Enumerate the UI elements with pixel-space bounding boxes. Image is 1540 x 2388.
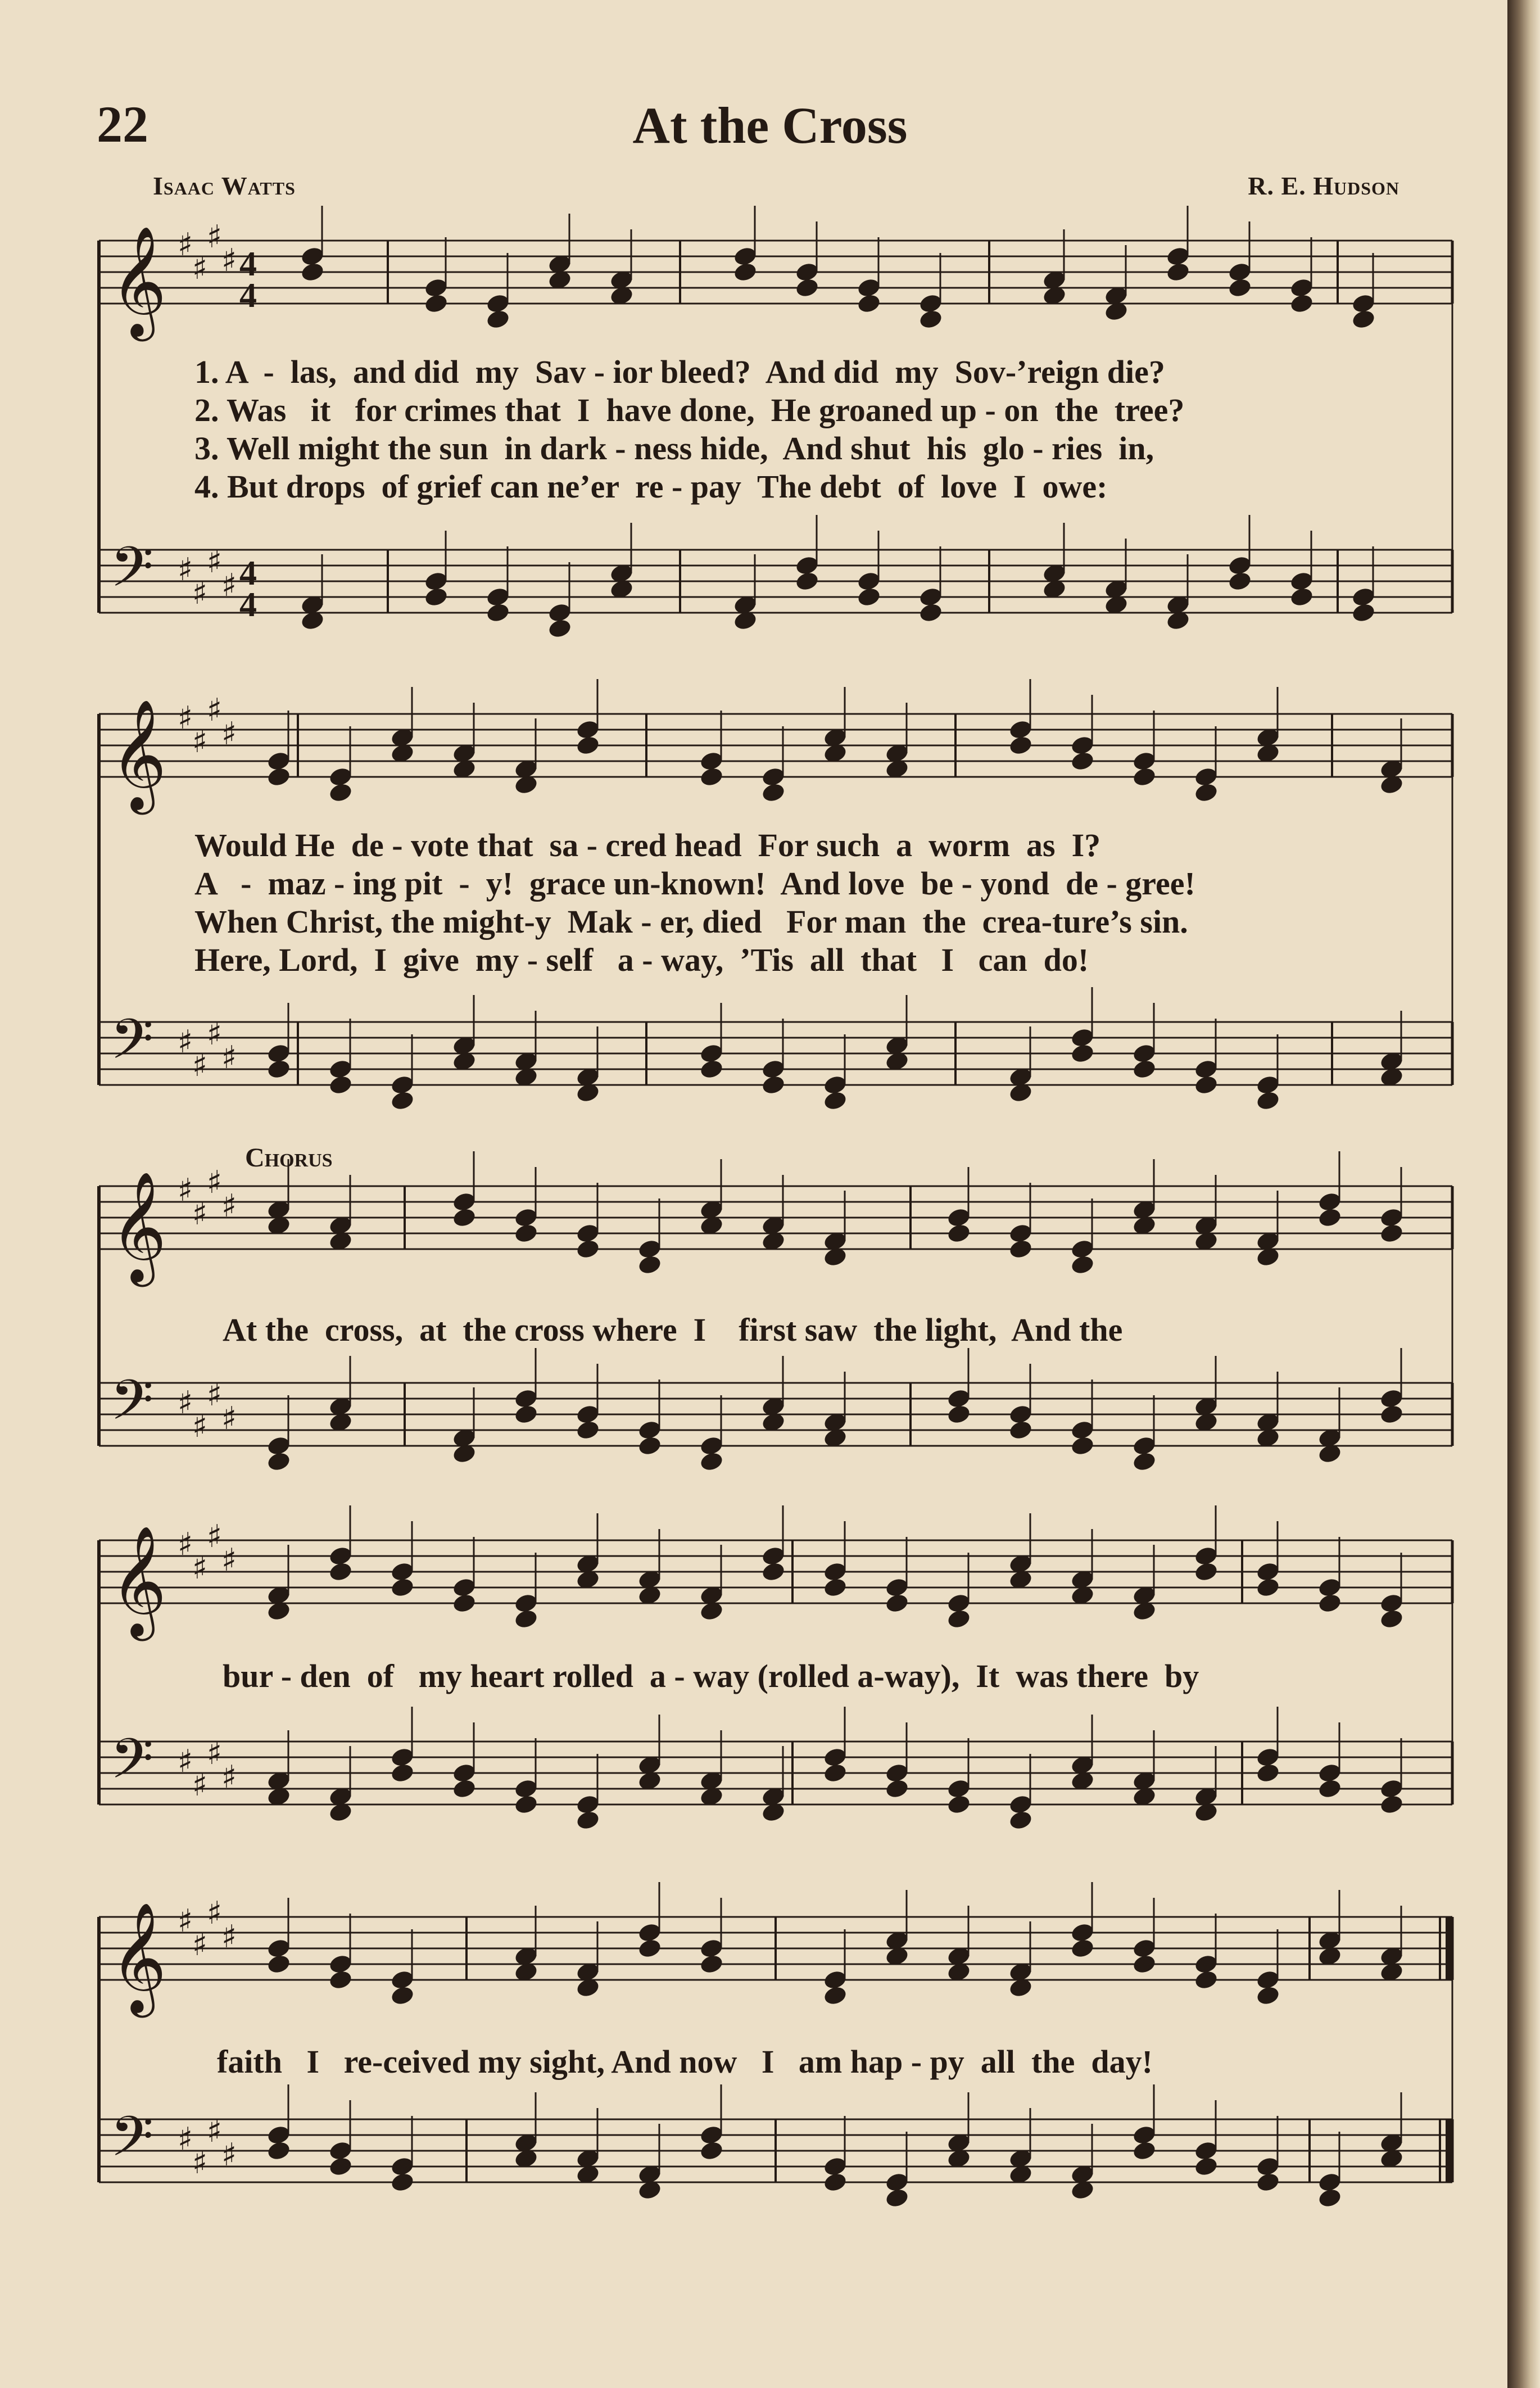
note-head bbox=[1131, 1450, 1157, 1472]
key-sharp: ♯ bbox=[207, 691, 223, 729]
note-head bbox=[513, 1793, 538, 1815]
note-head bbox=[856, 586, 881, 608]
verse-3-line-1: 3. Well might the sun in dark - ness hide, And shut his glo - ries in, bbox=[194, 430, 1154, 467]
key-sharp: ♯ bbox=[207, 543, 223, 580]
key-sharp: ♯ bbox=[192, 1549, 208, 1586]
key-sharp: ♯ bbox=[192, 1926, 208, 1963]
key-sharp: ♯ bbox=[221, 1400, 237, 1437]
note-head bbox=[1255, 1576, 1280, 1598]
note-head bbox=[423, 586, 449, 608]
note-head bbox=[1317, 1592, 1342, 1614]
key-sharp: ♯ bbox=[178, 1384, 193, 1421]
key-sharp: ♯ bbox=[221, 1187, 237, 1224]
note-head bbox=[389, 1576, 415, 1598]
note-head bbox=[1131, 1058, 1157, 1080]
note-head bbox=[637, 1937, 662, 1959]
hymn-title: At the Cross bbox=[632, 97, 908, 154]
note-head bbox=[1193, 1969, 1219, 1991]
bass-clef: 𝄢 bbox=[110, 1727, 154, 1805]
note-head bbox=[328, 1969, 353, 1991]
key-sharp: ♯ bbox=[207, 1735, 223, 1772]
key-sharp: ♯ bbox=[178, 551, 193, 588]
note-head bbox=[699, 2140, 724, 2161]
key-sharp: ♯ bbox=[178, 226, 193, 263]
note-head bbox=[699, 1953, 724, 1975]
note-head bbox=[822, 1089, 848, 1111]
note-head bbox=[822, 1984, 848, 2006]
time-signature: 4 bbox=[239, 586, 257, 624]
note-head bbox=[451, 1206, 477, 1228]
chorus-line-1: At the cross, at the cross where I first saw the light, And the bbox=[223, 1311, 1123, 1348]
verse-1-line-2: Would He de - vote that sa - cred head For such a worm as I? bbox=[194, 827, 1101, 863]
note-head bbox=[1379, 1793, 1404, 1815]
key-sharp: ♯ bbox=[221, 567, 237, 604]
key-sharp: ♯ bbox=[207, 1894, 223, 1932]
note-head bbox=[575, 1809, 600, 1831]
note-head bbox=[794, 277, 819, 298]
key-sharp: ♯ bbox=[178, 1743, 193, 1780]
note-head bbox=[1227, 277, 1252, 298]
note-head bbox=[760, 1074, 786, 1096]
note-head bbox=[1193, 2155, 1219, 2177]
note-head bbox=[822, 1762, 848, 1784]
chorus-line-2: bur - den of my heart rolled a - way (rolled a-way), It was there by bbox=[223, 1658, 1199, 1694]
note-head bbox=[328, 2155, 353, 2177]
key-sharp: ♯ bbox=[207, 2113, 223, 2150]
treble-clef: 𝄞 bbox=[110, 225, 167, 337]
key-sharp: ♯ bbox=[192, 1766, 208, 1803]
key-sharp: ♯ bbox=[221, 1541, 237, 1579]
chorus-label: Chorus bbox=[245, 1143, 333, 1173]
note-head bbox=[451, 1778, 477, 1799]
note-head bbox=[760, 1561, 786, 1582]
note-head bbox=[266, 1450, 291, 1472]
verse-2-line-2: A - maz - ing pit - y! grace un-known! And love be - yond de - gree! bbox=[194, 865, 1195, 902]
note-head bbox=[1131, 2140, 1157, 2161]
key-sharp: ♯ bbox=[192, 1195, 208, 1232]
note-head bbox=[328, 1074, 353, 1096]
treble-clef: 𝄞 bbox=[110, 1902, 167, 2013]
note-head bbox=[1070, 1254, 1095, 1276]
note-head bbox=[328, 1561, 353, 1582]
key-sharp: ♯ bbox=[221, 1918, 237, 1955]
note-head bbox=[1193, 781, 1219, 803]
key-sharp: ♯ bbox=[178, 2120, 193, 2158]
bass-clef: 𝄢 bbox=[110, 2105, 154, 2183]
note-head bbox=[1317, 1206, 1342, 1228]
note-head bbox=[389, 1089, 415, 1111]
time-signature: 4 bbox=[239, 277, 257, 315]
note-head bbox=[266, 2140, 291, 2161]
note-head bbox=[1379, 1608, 1404, 1630]
note-head bbox=[946, 1222, 971, 1244]
note-head bbox=[1351, 601, 1376, 623]
note-head bbox=[266, 1058, 291, 1080]
note-head bbox=[300, 261, 325, 283]
note-head bbox=[884, 2187, 909, 2209]
note-head bbox=[732, 261, 758, 283]
key-sharp: ♯ bbox=[221, 2136, 237, 2173]
key-sharp: ♯ bbox=[221, 242, 237, 279]
page-number: 22 bbox=[97, 96, 148, 153]
note-head bbox=[1165, 261, 1190, 283]
note-head bbox=[1255, 1984, 1280, 2006]
note-head bbox=[451, 1592, 477, 1614]
key-sharp: ♯ bbox=[178, 1023, 193, 1060]
verse-2-line-1: 2. Was it for crimes that I have done, He groaned up - on the tree? bbox=[194, 392, 1185, 428]
note-head bbox=[1255, 2171, 1280, 2193]
key-sharp: ♯ bbox=[207, 1518, 223, 1555]
note-head bbox=[1008, 1809, 1033, 1831]
note-head bbox=[423, 292, 449, 314]
verse-4-line-1: 4. But drops of grief can ne’er re - pay The debt of love I owe: bbox=[194, 468, 1108, 505]
treble-clef: 𝄞 bbox=[110, 699, 167, 810]
bass-clef: 𝄢 bbox=[110, 1007, 154, 1086]
note-head bbox=[547, 617, 572, 639]
note-head bbox=[946, 1403, 971, 1425]
key-sharp: ♯ bbox=[207, 1164, 223, 1201]
note-head bbox=[1289, 292, 1314, 314]
note-head bbox=[1255, 1089, 1280, 1111]
note-head bbox=[794, 570, 819, 592]
note-head bbox=[575, 1419, 600, 1441]
note-head bbox=[266, 1953, 291, 1975]
note-head bbox=[1289, 586, 1314, 608]
composer-credit: R. E. Hudson bbox=[1248, 171, 1399, 200]
treble-clef: 𝄞 bbox=[110, 1171, 167, 1282]
key-sharp: ♯ bbox=[178, 1172, 193, 1209]
key-sharp: ♯ bbox=[221, 1758, 237, 1795]
note-head bbox=[822, 1576, 848, 1598]
note-head bbox=[1008, 1419, 1033, 1441]
note-head bbox=[513, 1403, 538, 1425]
bass-clef: 𝄢 bbox=[110, 1368, 154, 1446]
chorus-line-3: faith I re-ceived my sight, And now I am hap - py all the day! bbox=[217, 2043, 1153, 2080]
key-sharp: ♯ bbox=[192, 250, 208, 287]
note-head bbox=[1131, 1953, 1157, 1975]
key-sharp: ♯ bbox=[192, 575, 208, 612]
note-head bbox=[389, 1762, 415, 1784]
key-sharp: ♯ bbox=[192, 2144, 208, 2181]
note-head bbox=[1193, 1561, 1219, 1582]
time-signature: 4 bbox=[239, 554, 257, 593]
note-head bbox=[637, 1254, 662, 1276]
note-head bbox=[513, 1608, 538, 1630]
key-sharp: ♯ bbox=[178, 1526, 193, 1563]
note-head bbox=[1070, 1435, 1095, 1457]
key-sharp: ♯ bbox=[207, 218, 223, 255]
note-head bbox=[1255, 1762, 1280, 1784]
note-head bbox=[1008, 734, 1033, 756]
note-head bbox=[918, 308, 943, 330]
note-head bbox=[946, 1793, 971, 1815]
note-head bbox=[1131, 766, 1157, 788]
note-head bbox=[918, 601, 943, 623]
key-sharp: ♯ bbox=[221, 1039, 237, 1076]
note-head bbox=[485, 601, 510, 623]
note-head bbox=[575, 734, 600, 756]
note-head bbox=[328, 781, 353, 803]
note-head bbox=[389, 1984, 415, 2006]
note-head bbox=[513, 1222, 538, 1244]
note-head bbox=[884, 1592, 909, 1614]
key-sharp: ♯ bbox=[207, 1376, 223, 1413]
verse-1-line-1: 1. A - las, and did my Sav - ior bleed? And did my Sov-’reign die? bbox=[194, 354, 1165, 390]
book-spine bbox=[1507, 0, 1540, 2388]
note-head bbox=[1379, 1222, 1404, 1244]
note-head bbox=[389, 2171, 415, 2193]
key-sharp: ♯ bbox=[207, 1015, 223, 1052]
note-head bbox=[1351, 308, 1376, 330]
note-head bbox=[485, 308, 510, 330]
key-sharp: ♯ bbox=[221, 715, 237, 752]
note-head bbox=[1317, 1778, 1342, 1799]
note-head bbox=[1070, 750, 1095, 772]
key-sharp: ♯ bbox=[192, 1408, 208, 1445]
note-head bbox=[637, 1435, 662, 1457]
note-head bbox=[760, 781, 786, 803]
note-head bbox=[856, 292, 881, 314]
note-head bbox=[1379, 1403, 1404, 1425]
note-head bbox=[1193, 1074, 1219, 1096]
verse-4-line-2: Here, Lord, I give my - self a - way, ’Tis all that I can do! bbox=[194, 942, 1089, 978]
note-head bbox=[1008, 1238, 1033, 1260]
note-head bbox=[1227, 570, 1252, 592]
note-head bbox=[1070, 1937, 1095, 1959]
key-sharp: ♯ bbox=[192, 1047, 208, 1084]
note-head bbox=[699, 766, 724, 788]
key-sharp: ♯ bbox=[192, 723, 208, 760]
note-head bbox=[575, 1238, 600, 1260]
key-sharp: ♯ bbox=[178, 1902, 193, 1939]
bass-clef: 𝄢 bbox=[110, 535, 154, 613]
key-sharp: ♯ bbox=[178, 699, 193, 736]
treble-clef: 𝄞 bbox=[110, 1525, 167, 1636]
note-head bbox=[699, 1058, 724, 1080]
verse-3-line-2: When Christ, the might-y Mak - er, died For man the crea-ture’s sin. bbox=[194, 903, 1188, 940]
note-head bbox=[822, 2171, 848, 2193]
note-head bbox=[699, 1450, 724, 1472]
note-head bbox=[1317, 2187, 1342, 2209]
note-head bbox=[266, 766, 291, 788]
note-head bbox=[946, 1608, 971, 1630]
note-head bbox=[884, 1778, 909, 1799]
lyricist-credit: Isaac Watts bbox=[153, 171, 296, 200]
time-signature: 4 bbox=[239, 245, 257, 283]
note-head bbox=[1070, 1042, 1095, 1064]
